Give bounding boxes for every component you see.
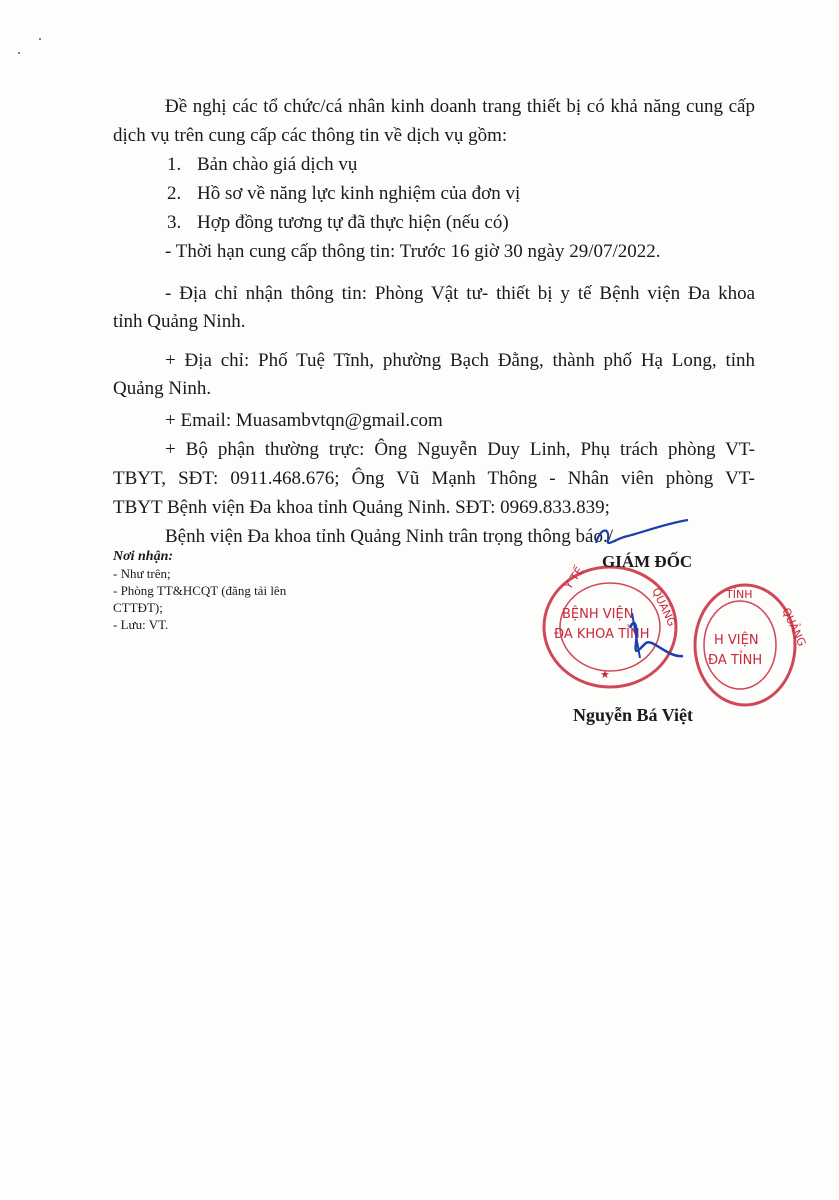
recipient-line: CTTĐT); bbox=[113, 600, 163, 615]
handwritten-signature bbox=[588, 508, 698, 678]
list-item-number: 2. bbox=[167, 183, 182, 204]
duty-line1: + Bộ phận thường trực: Ông Nguyễn Duy Linh, Phụ trách phòng VT- bbox=[165, 439, 755, 460]
receive-place-line2: tỉnh Quảng Ninh. bbox=[113, 311, 246, 332]
address-line1: + Địa chỉ: Phố Tuệ Tĩnh, phường Bạch Đằng, thành phố Hạ Long, tỉnh bbox=[165, 350, 755, 371]
svg-text:H VIỆN: H VIỆN bbox=[714, 633, 759, 648]
svg-text:Y TẾ: Y TẾ bbox=[561, 564, 587, 592]
closing-line: Bệnh viện Đa khoa tỉnh Quảng Ninh trân trọng thông báo./. bbox=[165, 526, 618, 547]
receive-place-line1: - Địa chỉ nhận thông tin: Phòng Vật tư- thiết bị y tế Bệnh viện Đa khoa bbox=[165, 283, 755, 304]
list-item bbox=[167, 179, 520, 208]
intro-text: Đề nghị các tổ chức/cá nhân kinh doanh trang thiết bị có khả năng cung cấp dịch vụ trên cung cấp các thông tin về dịch vụ gồm: bbox=[113, 96, 755, 146]
official-stamp-duplicate bbox=[700, 578, 809, 713]
svg-text:ĐA KHOA TỈNH: ĐA KHOA TỈNH bbox=[554, 627, 650, 642]
list-item bbox=[167, 150, 357, 179]
list-item-text: Hồ sơ về năng lực kinh nghiệm của đơn vị bbox=[197, 183, 521, 204]
list-item bbox=[167, 208, 509, 237]
svg-text:TỈNH: TỈNH bbox=[726, 588, 753, 601]
email-line: + Email: Muasambvtqn@gmail.com bbox=[165, 410, 443, 431]
recipient-line: - Phòng TT&HCQT (đăng tải lên bbox=[113, 583, 287, 598]
svg-text:QUẢNG: QUẢNG bbox=[649, 585, 679, 629]
duty-line2: TBYT, SĐT: 0911.468.676; Ông Vũ Mạnh Thông - Nhân viên phòng VT- bbox=[113, 468, 755, 489]
list-item-text: Bản chào giá dịch vụ bbox=[197, 154, 358, 175]
scan-speck bbox=[18, 52, 20, 54]
recipients-block bbox=[113, 548, 343, 633]
signer-name: Nguyễn Bá Việt bbox=[573, 705, 694, 725]
list-item-text: Hợp đồng tương tự đã thực hiện (nếu có) bbox=[197, 212, 509, 233]
svg-text:BỆNH VIỆN: BỆNH VIỆN bbox=[562, 607, 634, 622]
signature-title: GIÁM ĐỐC bbox=[602, 552, 693, 571]
svg-text:QUẢNG: QUẢNG bbox=[779, 605, 809, 649]
scan-speck bbox=[39, 38, 41, 40]
duty-line3: TBYT Bệnh viện Đa khoa tỉnh Quảng Ninh. SĐT: 0969.833.839; bbox=[113, 497, 610, 518]
svg-text:ĐA TỈNH: ĐA TỈNH bbox=[708, 653, 763, 668]
recipients-title: Nơi nhận: bbox=[113, 549, 174, 564]
list-item-number: 3. bbox=[167, 212, 182, 233]
address-line2: Quảng Ninh. bbox=[113, 378, 212, 399]
recipient-line: - Lưu: VT. bbox=[113, 617, 169, 632]
list-item-number: 1. bbox=[167, 154, 182, 175]
svg-text:★: ★ bbox=[600, 668, 610, 681]
deadline-line: - Thời hạn cung cấp thông tin: Trước 16 giờ 30 ngày 29/07/2022. bbox=[165, 241, 661, 262]
intro-paragraph bbox=[113, 92, 755, 150]
recipient-line: - Như trên; bbox=[113, 566, 171, 581]
